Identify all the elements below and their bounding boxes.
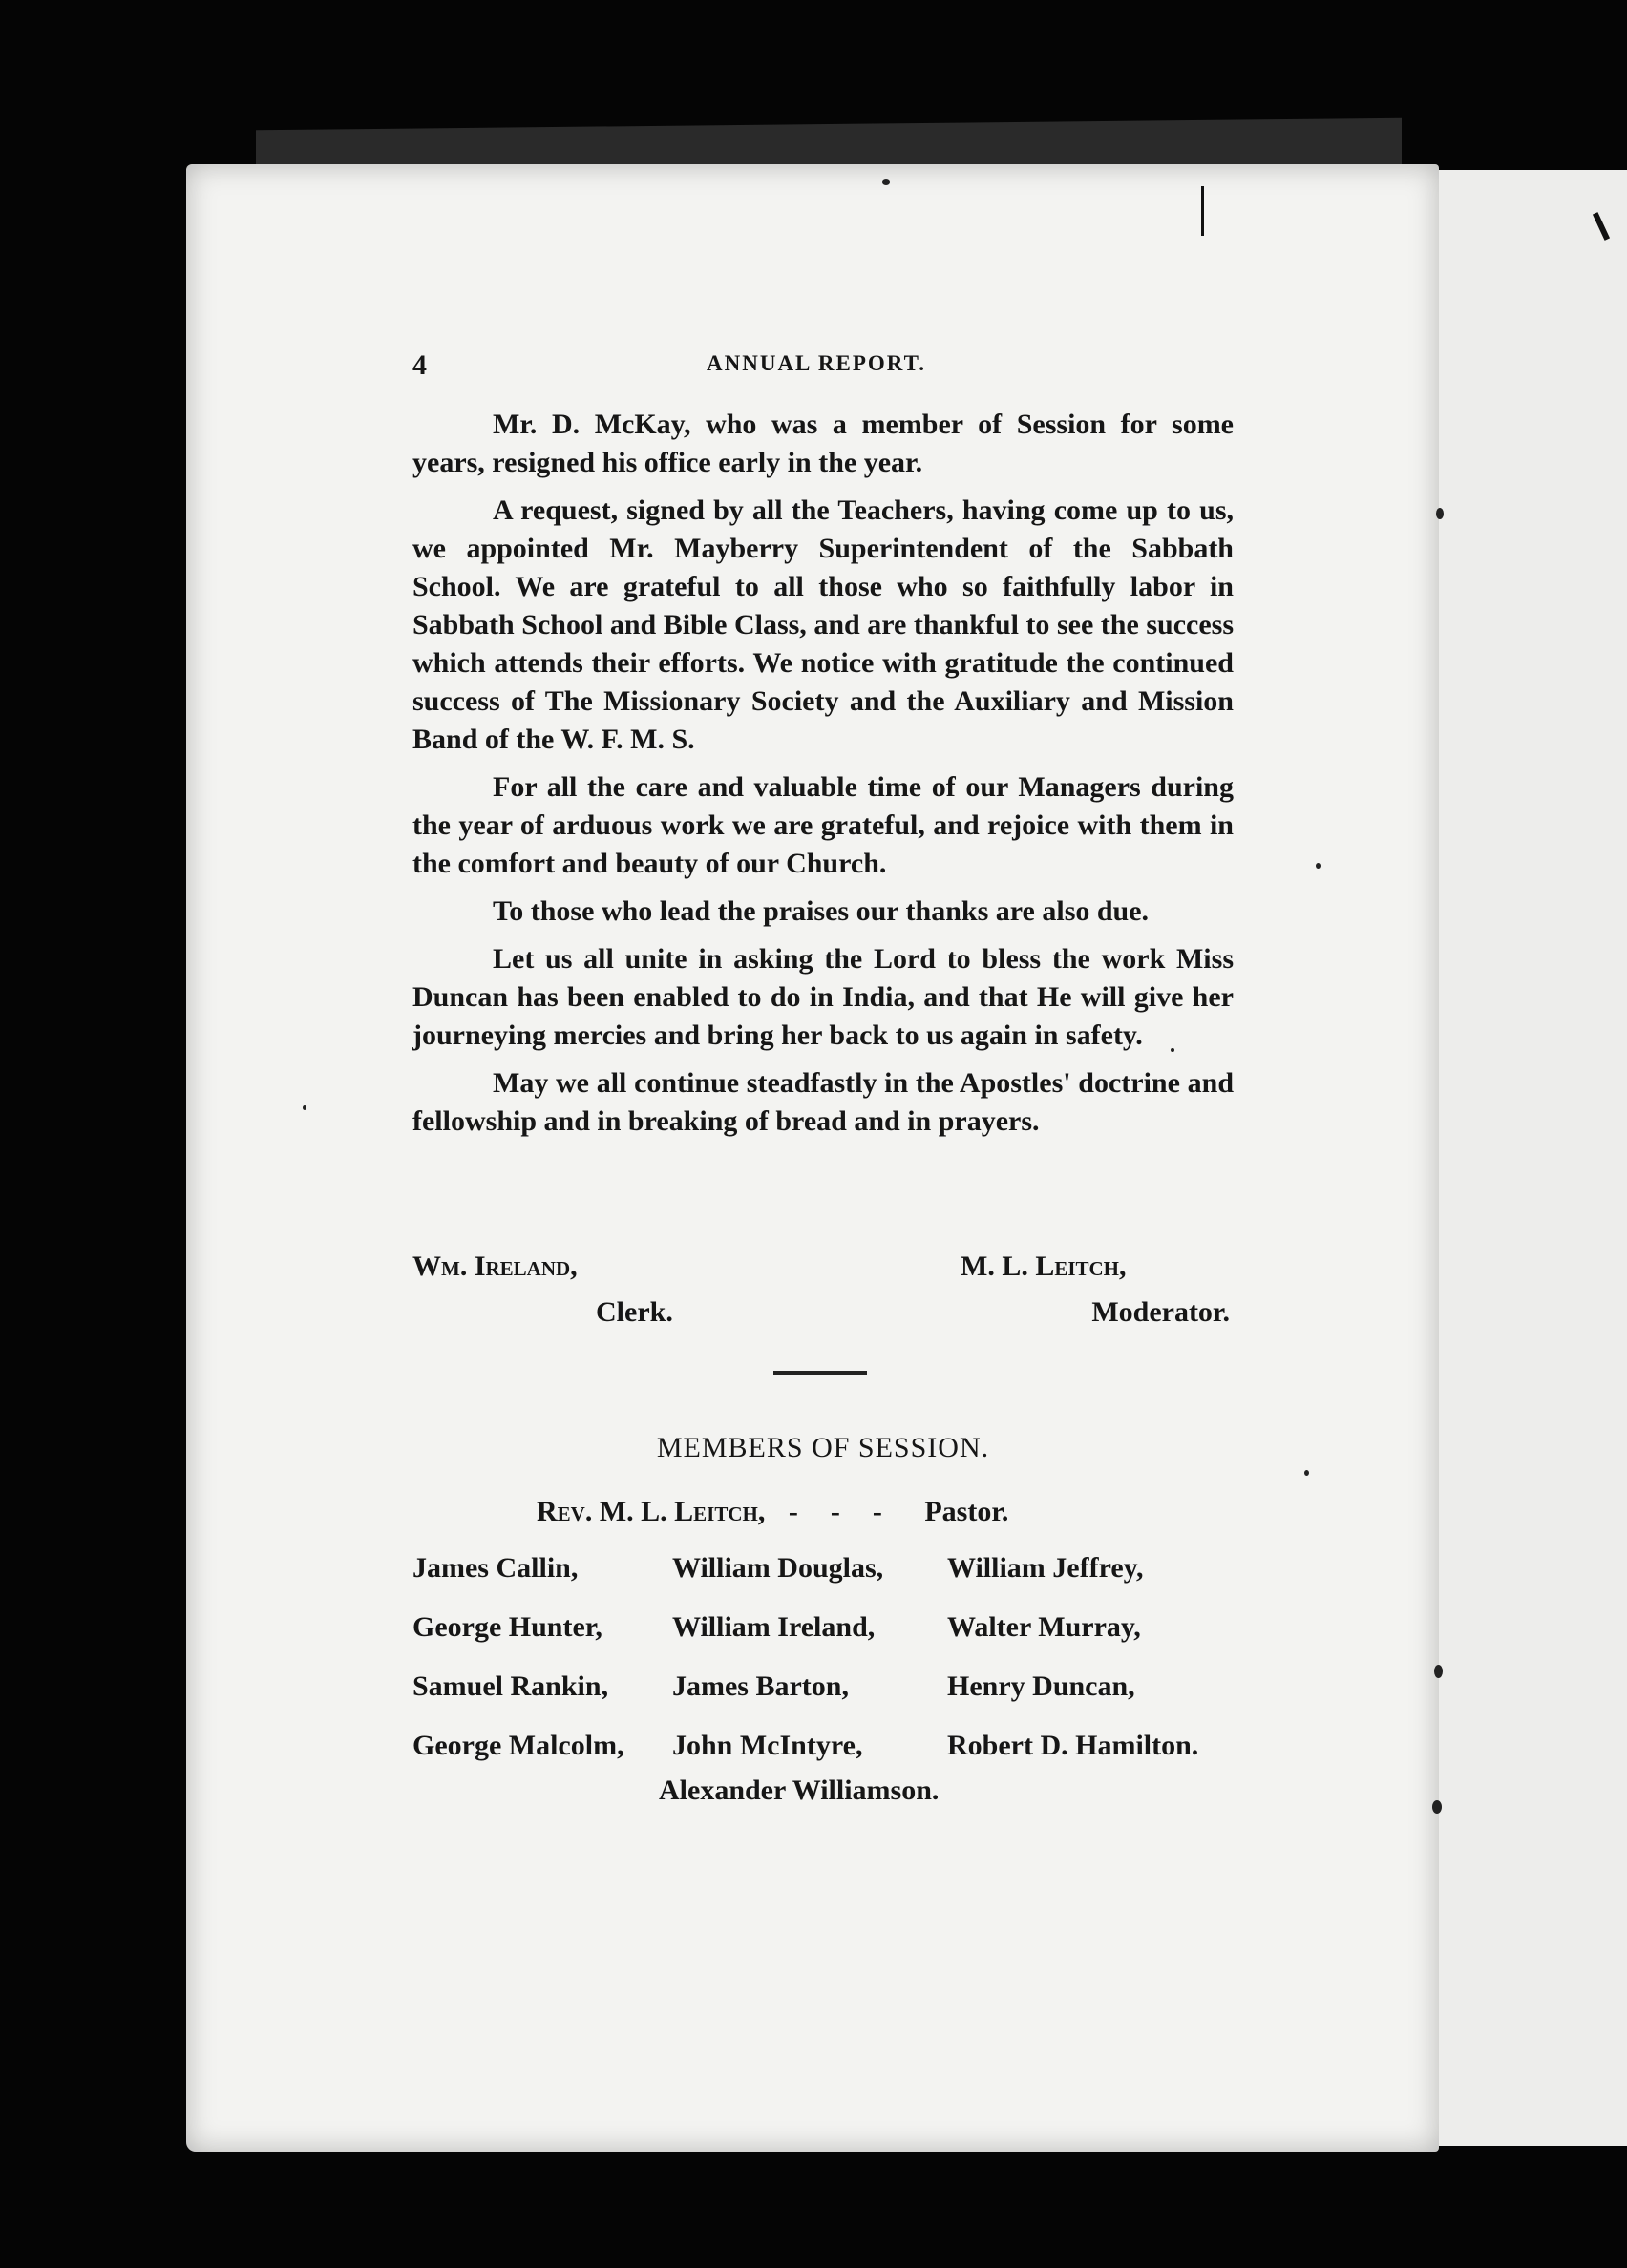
clerk-name: Wm. Ireland, bbox=[412, 1250, 578, 1282]
paragraph: Let us all unite in asking the Lord to bless the work Miss Duncan has been enabled to do in India, and that He will give her journeying mercies and bring her back to us again in safety. bbox=[412, 943, 1234, 1051]
member-name: George Malcolm, bbox=[412, 1730, 624, 1761]
facing-page-edge bbox=[1429, 170, 1627, 2146]
member-name: Walter Murray, bbox=[947, 1611, 1141, 1643]
final-member-name: Alexander Williamson. bbox=[659, 1774, 940, 1806]
member-name: Henry Duncan, bbox=[947, 1670, 1135, 1702]
pastor-name: Rev. M. L. Leitch, bbox=[537, 1496, 766, 1527]
paragraph: To those who lead the praises our thanks are also due. bbox=[493, 895, 1150, 927]
member-name: Samuel Rankin, bbox=[412, 1670, 609, 1702]
running-head: ANNUAL REPORT. bbox=[707, 351, 926, 375]
scan-speck bbox=[1436, 508, 1444, 519]
member-row bbox=[412, 1552, 1253, 1611]
paragraph: A request, signed by all the Teachers, having come up to us, we appointed Mr. Mayberry Superintendent of the Sabbath School. We are grateful to all those who so faithfully labor in Sabbath School and Bible Class, and are thankful to see the success which attends their efforts. We notice with gratitude the continued success of The Missionary Society and the Auxiliary and Mission Band of the W. F. M. S. bbox=[412, 494, 1234, 755]
member-name: John McIntyre, bbox=[672, 1730, 863, 1761]
member-name: William Ireland, bbox=[672, 1611, 876, 1643]
scan-speck bbox=[303, 1105, 306, 1110]
pastor-role: Pastor. bbox=[924, 1496, 1009, 1527]
leader-dash: - bbox=[872, 1496, 882, 1527]
member-name: William Jeffrey, bbox=[947, 1552, 1144, 1584]
scan-speck bbox=[1304, 1470, 1309, 1476]
scan-speck bbox=[1434, 1665, 1443, 1678]
paragraph: Mr. D. McKay, who was a member of Session for some years, resigned his office early in the year. bbox=[412, 409, 1234, 478]
section-divider bbox=[773, 1371, 867, 1375]
member-name: Robert D. Hamilton. bbox=[947, 1730, 1199, 1761]
scan-speck bbox=[1316, 863, 1321, 869]
ink-mark bbox=[1201, 186, 1204, 236]
scan-speck bbox=[882, 179, 890, 185]
session-members-list bbox=[412, 1552, 1253, 1789]
paragraph: For all the care and valuable time of our Managers during the year of arduous work we are grateful, and rejoice with them in the comfort and beauty of our Church. bbox=[412, 771, 1234, 879]
member-name: James Callin, bbox=[412, 1552, 579, 1584]
leader-dash: - bbox=[830, 1496, 840, 1527]
signature-block bbox=[412, 1250, 1234, 1346]
member-name: George Hunter, bbox=[412, 1611, 602, 1643]
moderator-title: Moderator. bbox=[1091, 1296, 1230, 1328]
page-number: 4 bbox=[412, 349, 427, 381]
member-name: James Barton, bbox=[672, 1670, 849, 1702]
member-row bbox=[412, 1611, 1253, 1670]
report-body bbox=[412, 406, 1234, 1150]
paragraph: May we all continue steadfastly in the Apostles' doctrine and fellowship and in breaking of bread and in prayers. bbox=[412, 1067, 1234, 1137]
member-row bbox=[412, 1670, 1253, 1730]
clerk-title: Clerk. bbox=[596, 1296, 673, 1328]
leader-dash: - bbox=[788, 1496, 798, 1527]
moderator-name: M. L. Leitch, bbox=[961, 1250, 1127, 1282]
session-heading: MEMBERS OF SESSION. bbox=[656, 1432, 990, 1463]
member-name: William Douglas, bbox=[672, 1552, 884, 1584]
scan-speck bbox=[1432, 1800, 1442, 1814]
pastor-line bbox=[537, 1496, 1008, 1528]
